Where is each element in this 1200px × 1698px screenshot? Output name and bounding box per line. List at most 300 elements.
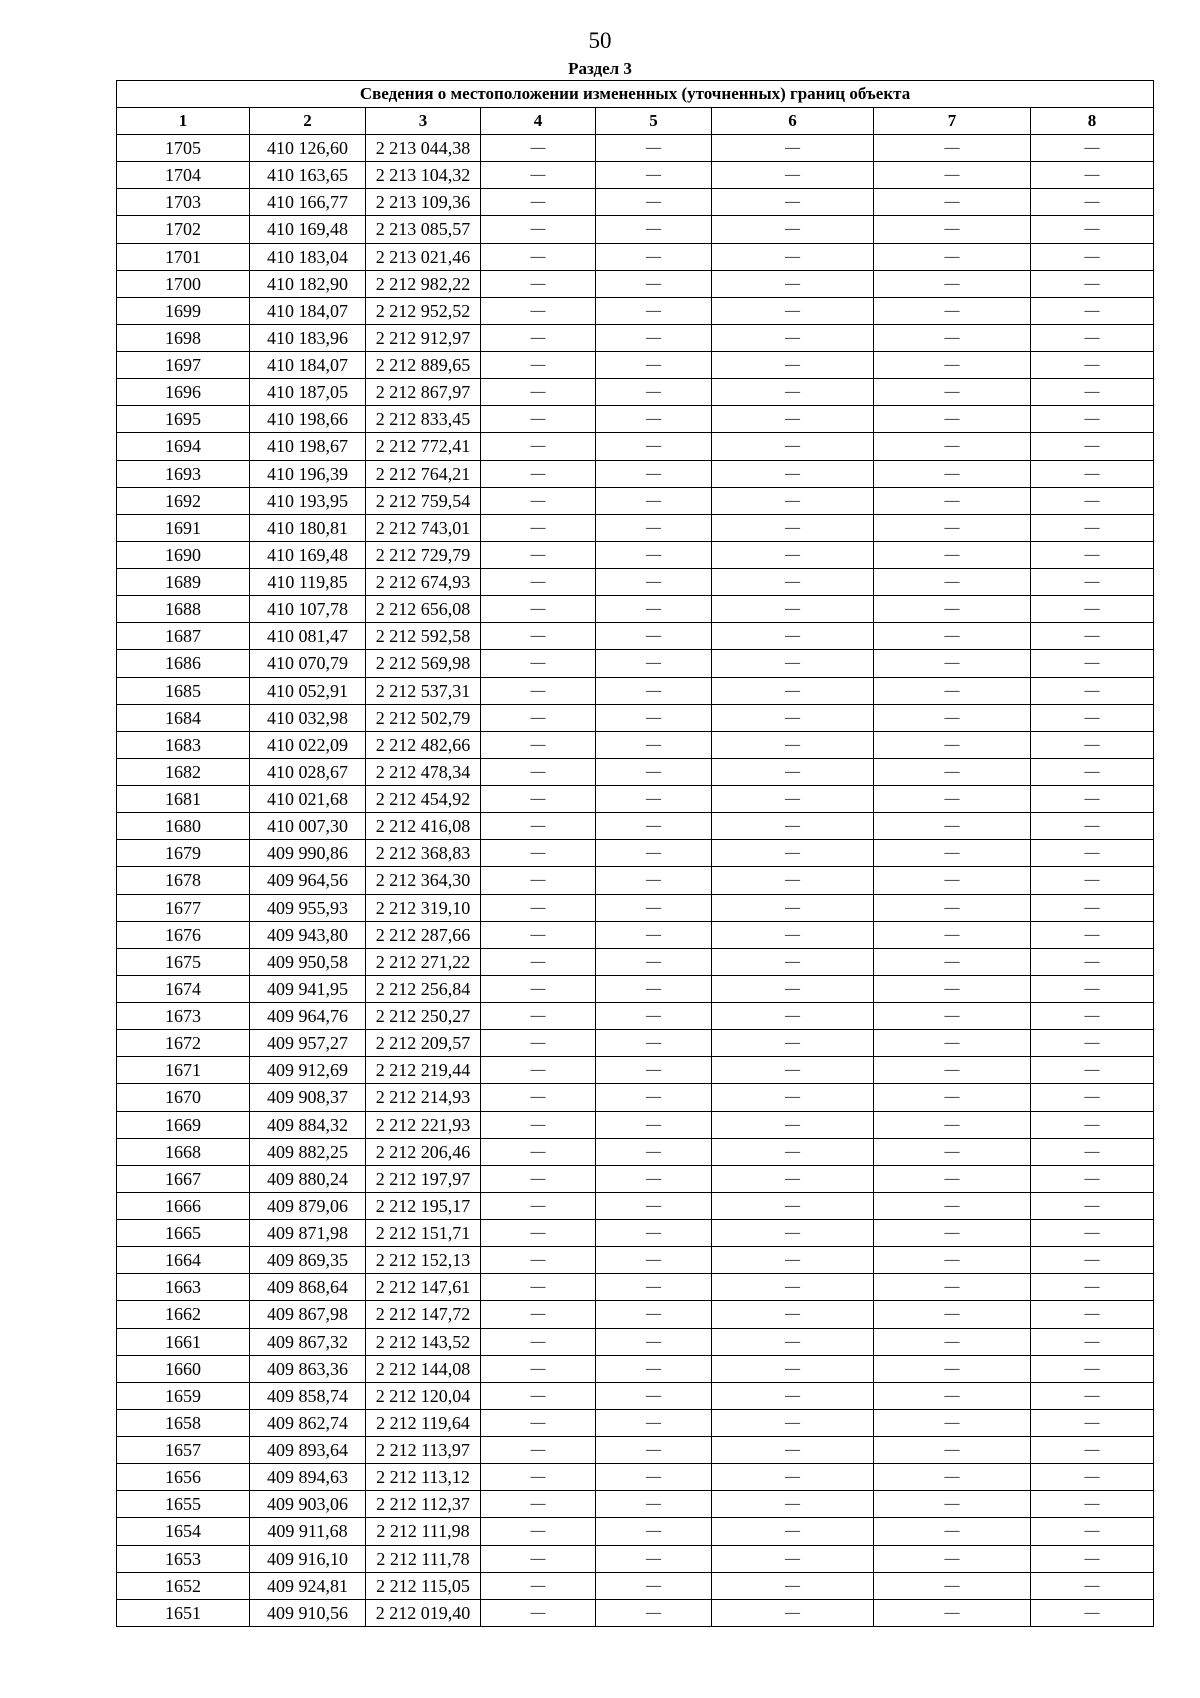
- empty-cell: —: [712, 1138, 874, 1165]
- table-row: [117, 487, 1154, 514]
- y-coordinate-cell: 2 212 416,08: [366, 813, 481, 840]
- empty-cell: —: [481, 1382, 596, 1409]
- x-coordinate-cell: 409 869,35: [250, 1247, 366, 1274]
- page-number: 50: [588, 28, 612, 53]
- empty-cell: —: [596, 921, 712, 948]
- table-row: [117, 1274, 1154, 1301]
- empty-cell: —: [596, 677, 712, 704]
- empty-cell: —: [596, 948, 712, 975]
- y-coordinate-cell: 2 212 143,52: [366, 1328, 481, 1355]
- empty-cell: —: [874, 406, 1031, 433]
- empty-cell: —: [1031, 1464, 1154, 1491]
- empty-cell: —: [1031, 135, 1154, 162]
- empty-cell: —: [481, 786, 596, 813]
- column-header-4: 4: [481, 108, 596, 135]
- empty-cell: —: [596, 1138, 712, 1165]
- table-row: [117, 379, 1154, 406]
- empty-cell: —: [481, 623, 596, 650]
- x-coordinate-cell: 409 894,63: [250, 1464, 366, 1491]
- y-coordinate-cell: 2 212 889,65: [366, 352, 481, 379]
- empty-cell: —: [596, 352, 712, 379]
- empty-cell: —: [481, 460, 596, 487]
- empty-cell: —: [712, 1491, 874, 1518]
- point-number-cell: 1688: [117, 596, 250, 623]
- table-row: [117, 433, 1154, 460]
- table-row: [117, 135, 1154, 162]
- table-row: [117, 270, 1154, 297]
- empty-cell: —: [874, 840, 1031, 867]
- empty-cell: —: [712, 623, 874, 650]
- table-row: [117, 243, 1154, 270]
- y-coordinate-cell: 2 212 147,72: [366, 1301, 481, 1328]
- empty-cell: —: [596, 216, 712, 243]
- empty-cell: —: [596, 813, 712, 840]
- empty-cell: —: [481, 921, 596, 948]
- empty-cell: —: [874, 1165, 1031, 1192]
- empty-cell: —: [712, 867, 874, 894]
- empty-cell: —: [481, 731, 596, 758]
- y-coordinate-cell: 2 212 206,46: [366, 1138, 481, 1165]
- empty-cell: —: [874, 1138, 1031, 1165]
- table-row: [117, 1382, 1154, 1409]
- empty-cell: —: [874, 1328, 1031, 1355]
- empty-cell: —: [481, 704, 596, 731]
- table-row: [117, 786, 1154, 813]
- empty-cell: —: [712, 1464, 874, 1491]
- y-coordinate-cell: 2 212 743,01: [366, 514, 481, 541]
- table-row: [117, 189, 1154, 216]
- empty-cell: —: [481, 487, 596, 514]
- x-coordinate-cell: 409 910,56: [250, 1599, 366, 1626]
- point-number-cell: 1651: [117, 1599, 250, 1626]
- empty-cell: —: [874, 650, 1031, 677]
- point-number-cell: 1686: [117, 650, 250, 677]
- table-head: [117, 81, 1154, 135]
- point-number-cell: 1666: [117, 1192, 250, 1219]
- table-row: [117, 1165, 1154, 1192]
- y-coordinate-cell: 2 212 454,92: [366, 786, 481, 813]
- empty-cell: —: [712, 569, 874, 596]
- empty-cell: —: [1031, 514, 1154, 541]
- point-number-cell: 1655: [117, 1491, 250, 1518]
- y-coordinate-cell: 2 212 256,84: [366, 975, 481, 1002]
- empty-cell: —: [1031, 216, 1154, 243]
- empty-cell: —: [874, 1084, 1031, 1111]
- empty-cell: —: [1031, 1057, 1154, 1084]
- empty-cell: —: [874, 352, 1031, 379]
- x-coordinate-cell: 409 955,93: [250, 894, 366, 921]
- empty-cell: —: [596, 1437, 712, 1464]
- empty-cell: —: [1031, 1192, 1154, 1219]
- point-number-cell: 1705: [117, 135, 250, 162]
- empty-cell: —: [712, 1003, 874, 1030]
- empty-cell: —: [596, 1355, 712, 1382]
- x-coordinate-cell: 409 862,74: [250, 1409, 366, 1436]
- empty-cell: —: [596, 270, 712, 297]
- empty-cell: —: [712, 1301, 874, 1328]
- x-coordinate-cell: 409 867,98: [250, 1301, 366, 1328]
- empty-cell: —: [481, 975, 596, 1002]
- empty-cell: —: [481, 677, 596, 704]
- empty-cell: —: [712, 1030, 874, 1057]
- x-coordinate-cell: 410 081,47: [250, 623, 366, 650]
- empty-cell: —: [596, 1328, 712, 1355]
- empty-cell: —: [874, 135, 1031, 162]
- empty-cell: —: [874, 1111, 1031, 1138]
- table-row: [117, 1328, 1154, 1355]
- y-coordinate-cell: 2 212 209,57: [366, 1030, 481, 1057]
- x-coordinate-cell: 410 183,04: [250, 243, 366, 270]
- empty-cell: —: [1031, 433, 1154, 460]
- table-row: [117, 813, 1154, 840]
- table-row: [117, 297, 1154, 324]
- empty-cell: —: [481, 1111, 596, 1138]
- x-coordinate-cell: 410 028,67: [250, 758, 366, 785]
- x-coordinate-cell: 409 858,74: [250, 1382, 366, 1409]
- table-row: [117, 1030, 1154, 1057]
- y-coordinate-cell: 2 212 111,98: [366, 1518, 481, 1545]
- empty-cell: —: [596, 189, 712, 216]
- point-number-cell: 1660: [117, 1355, 250, 1382]
- empty-cell: —: [596, 1192, 712, 1219]
- empty-cell: —: [1031, 297, 1154, 324]
- empty-cell: —: [712, 894, 874, 921]
- empty-cell: —: [481, 352, 596, 379]
- point-number-cell: 1664: [117, 1247, 250, 1274]
- empty-cell: —: [874, 243, 1031, 270]
- table-row: [117, 840, 1154, 867]
- empty-cell: —: [596, 650, 712, 677]
- y-coordinate-cell: 2 212 120,04: [366, 1382, 481, 1409]
- empty-cell: —: [596, 1220, 712, 1247]
- empty-cell: —: [481, 1165, 596, 1192]
- empty-cell: —: [481, 1220, 596, 1247]
- y-coordinate-cell: 2 212 674,93: [366, 569, 481, 596]
- empty-cell: —: [874, 948, 1031, 975]
- table-row: [117, 623, 1154, 650]
- empty-cell: —: [874, 677, 1031, 704]
- y-coordinate-cell: 2 212 111,78: [366, 1545, 481, 1572]
- y-coordinate-cell: 2 212 221,93: [366, 1111, 481, 1138]
- empty-cell: —: [481, 189, 596, 216]
- empty-cell: —: [874, 1382, 1031, 1409]
- empty-cell: —: [481, 1247, 596, 1274]
- empty-cell: —: [481, 1328, 596, 1355]
- empty-cell: —: [712, 1165, 874, 1192]
- empty-cell: —: [481, 1138, 596, 1165]
- point-number-cell: 1704: [117, 162, 250, 189]
- y-coordinate-cell: 2 212 982,22: [366, 270, 481, 297]
- empty-cell: —: [596, 243, 712, 270]
- point-number-cell: 1697: [117, 352, 250, 379]
- y-coordinate-cell: 2 212 569,98: [366, 650, 481, 677]
- empty-cell: —: [596, 1491, 712, 1518]
- y-coordinate-cell: 2 212 656,08: [366, 596, 481, 623]
- point-number-cell: 1652: [117, 1572, 250, 1599]
- empty-cell: —: [481, 596, 596, 623]
- empty-cell: —: [874, 1518, 1031, 1545]
- empty-cell: —: [712, 677, 874, 704]
- y-coordinate-cell: 2 212 113,12: [366, 1464, 481, 1491]
- empty-cell: —: [1031, 677, 1154, 704]
- y-coordinate-cell: 2 212 152,13: [366, 1247, 481, 1274]
- y-coordinate-cell: 2 212 147,61: [366, 1274, 481, 1301]
- column-header-8: 8: [1031, 108, 1154, 135]
- table-row: [117, 650, 1154, 677]
- empty-cell: —: [712, 1572, 874, 1599]
- empty-cell: —: [481, 433, 596, 460]
- empty-cell: —: [481, 1409, 596, 1436]
- point-number-cell: 1668: [117, 1138, 250, 1165]
- point-number-cell: 1665: [117, 1220, 250, 1247]
- x-coordinate-cell: 410 126,60: [250, 135, 366, 162]
- y-coordinate-cell: 2 212 197,97: [366, 1165, 481, 1192]
- empty-cell: —: [596, 1247, 712, 1274]
- y-coordinate-cell: 2 212 113,97: [366, 1437, 481, 1464]
- empty-cell: —: [874, 1355, 1031, 1382]
- empty-cell: —: [596, 569, 712, 596]
- empty-cell: —: [874, 1599, 1031, 1626]
- empty-cell: —: [481, 1301, 596, 1328]
- empty-cell: —: [712, 1518, 874, 1545]
- empty-cell: —: [712, 1382, 874, 1409]
- x-coordinate-cell: 409 863,36: [250, 1355, 366, 1382]
- y-coordinate-cell: 2 212 952,52: [366, 297, 481, 324]
- x-coordinate-cell: 410 166,77: [250, 189, 366, 216]
- x-coordinate-cell: 410 184,07: [250, 352, 366, 379]
- empty-cell: —: [1031, 460, 1154, 487]
- x-coordinate-cell: 410 180,81: [250, 514, 366, 541]
- empty-cell: —: [596, 297, 712, 324]
- x-coordinate-cell: 409 867,32: [250, 1328, 366, 1355]
- empty-cell: —: [596, 1084, 712, 1111]
- empty-cell: —: [874, 1545, 1031, 1572]
- empty-cell: —: [481, 406, 596, 433]
- x-coordinate-cell: 409 893,64: [250, 1437, 366, 1464]
- empty-cell: —: [712, 243, 874, 270]
- empty-cell: —: [481, 514, 596, 541]
- empty-cell: —: [481, 813, 596, 840]
- point-number-cell: 1669: [117, 1111, 250, 1138]
- y-coordinate-cell: 2 212 287,66: [366, 921, 481, 948]
- empty-cell: —: [1031, 975, 1154, 1002]
- empty-cell: —: [874, 1057, 1031, 1084]
- x-coordinate-cell: 409 871,98: [250, 1220, 366, 1247]
- empty-cell: —: [481, 1491, 596, 1518]
- x-coordinate-cell: 409 903,06: [250, 1491, 366, 1518]
- x-coordinate-cell: 410 183,96: [250, 324, 366, 351]
- table-row: [117, 1003, 1154, 1030]
- point-number-cell: 1700: [117, 270, 250, 297]
- point-number-cell: 1677: [117, 894, 250, 921]
- empty-cell: —: [481, 1274, 596, 1301]
- y-coordinate-cell: 2 212 764,21: [366, 460, 481, 487]
- empty-cell: —: [712, 1220, 874, 1247]
- empty-cell: —: [1031, 731, 1154, 758]
- table-row: [117, 541, 1154, 568]
- table-row: [117, 1409, 1154, 1436]
- empty-cell: —: [1031, 1084, 1154, 1111]
- y-coordinate-cell: 2 212 115,05: [366, 1572, 481, 1599]
- point-number-cell: 1695: [117, 406, 250, 433]
- y-coordinate-cell: 2 213 044,38: [366, 135, 481, 162]
- empty-cell: —: [481, 569, 596, 596]
- column-header-3: 3: [366, 108, 481, 135]
- x-coordinate-cell: 410 119,85: [250, 569, 366, 596]
- empty-cell: —: [874, 1572, 1031, 1599]
- empty-cell: —: [874, 270, 1031, 297]
- y-coordinate-cell: 2 212 912,97: [366, 324, 481, 351]
- point-number-cell: 1673: [117, 1003, 250, 1030]
- x-coordinate-cell: 410 052,91: [250, 677, 366, 704]
- x-coordinate-cell: 410 107,78: [250, 596, 366, 623]
- x-coordinate-cell: 410 021,68: [250, 786, 366, 813]
- point-number-cell: 1654: [117, 1518, 250, 1545]
- table-row: [117, 1464, 1154, 1491]
- x-coordinate-cell: 410 182,90: [250, 270, 366, 297]
- empty-cell: —: [481, 1599, 596, 1626]
- empty-cell: —: [712, 921, 874, 948]
- empty-cell: —: [481, 1057, 596, 1084]
- empty-cell: —: [712, 324, 874, 351]
- empty-cell: —: [874, 623, 1031, 650]
- empty-cell: —: [481, 541, 596, 568]
- y-coordinate-cell: 2 212 250,27: [366, 1003, 481, 1030]
- empty-cell: —: [712, 189, 874, 216]
- empty-cell: —: [596, 541, 712, 568]
- y-coordinate-cell: 2 212 364,30: [366, 867, 481, 894]
- empty-cell: —: [712, 975, 874, 1002]
- empty-cell: —: [596, 731, 712, 758]
- empty-cell: —: [1031, 867, 1154, 894]
- empty-cell: —: [596, 433, 712, 460]
- empty-cell: —: [712, 1057, 874, 1084]
- empty-cell: —: [712, 1599, 874, 1626]
- empty-cell: —: [481, 1030, 596, 1057]
- point-number-cell: 1657: [117, 1437, 250, 1464]
- empty-cell: —: [712, 704, 874, 731]
- x-coordinate-cell: 410 032,98: [250, 704, 366, 731]
- empty-cell: —: [874, 1437, 1031, 1464]
- point-number-cell: 1687: [117, 623, 250, 650]
- empty-cell: —: [481, 216, 596, 243]
- y-coordinate-cell: 2 212 195,17: [366, 1192, 481, 1219]
- point-number-cell: 1692: [117, 487, 250, 514]
- column-header-2: 2: [250, 108, 366, 135]
- x-coordinate-cell: 410 022,09: [250, 731, 366, 758]
- y-coordinate-cell: 2 212 772,41: [366, 433, 481, 460]
- empty-cell: —: [481, 1084, 596, 1111]
- y-coordinate-cell: 2 212 319,10: [366, 894, 481, 921]
- table-row: [117, 514, 1154, 541]
- empty-cell: —: [481, 297, 596, 324]
- point-number-cell: 1690: [117, 541, 250, 568]
- empty-cell: —: [712, 270, 874, 297]
- empty-cell: —: [874, 514, 1031, 541]
- empty-cell: —: [1031, 1491, 1154, 1518]
- table-row: [117, 1572, 1154, 1599]
- x-coordinate-cell: 409 911,68: [250, 1518, 366, 1545]
- empty-cell: —: [1031, 1545, 1154, 1572]
- empty-cell: —: [1031, 704, 1154, 731]
- x-coordinate-cell: 410 196,39: [250, 460, 366, 487]
- table-row: [117, 406, 1154, 433]
- empty-cell: —: [481, 1464, 596, 1491]
- empty-cell: —: [596, 1301, 712, 1328]
- table-row: [117, 1437, 1154, 1464]
- table-caption: Сведения о местоположении измененных (уточненных) границ объекта: [117, 81, 1154, 108]
- empty-cell: —: [596, 1518, 712, 1545]
- empty-cell: —: [1031, 894, 1154, 921]
- empty-cell: —: [596, 487, 712, 514]
- empty-cell: —: [1031, 650, 1154, 677]
- empty-cell: —: [481, 324, 596, 351]
- empty-cell: —: [1031, 1328, 1154, 1355]
- table-body: [117, 135, 1154, 1627]
- table-row: [117, 460, 1154, 487]
- point-number-cell: 1682: [117, 758, 250, 785]
- table-row: [117, 921, 1154, 948]
- empty-cell: —: [1031, 1274, 1154, 1301]
- table-row: [117, 1301, 1154, 1328]
- empty-cell: —: [874, 1491, 1031, 1518]
- empty-cell: —: [874, 487, 1031, 514]
- section-title: Раздел 3: [568, 59, 632, 78]
- empty-cell: —: [596, 1409, 712, 1436]
- empty-cell: —: [712, 379, 874, 406]
- y-coordinate-cell: 2 212 151,71: [366, 1220, 481, 1247]
- column-header-7: 7: [874, 108, 1031, 135]
- point-number-cell: 1674: [117, 975, 250, 1002]
- empty-cell: —: [1031, 541, 1154, 568]
- x-coordinate-cell: 409 882,25: [250, 1138, 366, 1165]
- empty-cell: —: [1031, 1572, 1154, 1599]
- column-header-5: 5: [596, 108, 712, 135]
- empty-cell: —: [874, 433, 1031, 460]
- point-number-cell: 1678: [117, 867, 250, 894]
- empty-cell: —: [1031, 162, 1154, 189]
- table-row: [117, 1192, 1154, 1219]
- empty-cell: —: [596, 1464, 712, 1491]
- empty-cell: —: [1031, 569, 1154, 596]
- column-header-row: [117, 108, 1154, 135]
- empty-cell: —: [481, 1192, 596, 1219]
- empty-cell: —: [712, 1192, 874, 1219]
- empty-cell: —: [1031, 948, 1154, 975]
- point-number-cell: 1696: [117, 379, 250, 406]
- y-coordinate-cell: 2 212 759,54: [366, 487, 481, 514]
- empty-cell: —: [596, 894, 712, 921]
- empty-cell: —: [712, 1355, 874, 1382]
- point-number-cell: 1661: [117, 1328, 250, 1355]
- x-coordinate-cell: 409 957,27: [250, 1030, 366, 1057]
- point-number-cell: 1693: [117, 460, 250, 487]
- empty-cell: —: [712, 216, 874, 243]
- empty-cell: —: [1031, 243, 1154, 270]
- empty-cell: —: [712, 1111, 874, 1138]
- empty-cell: —: [874, 1003, 1031, 1030]
- point-number-cell: 1667: [117, 1165, 250, 1192]
- empty-cell: —: [712, 650, 874, 677]
- y-coordinate-cell: 2 212 537,31: [366, 677, 481, 704]
- table-row: [117, 1220, 1154, 1247]
- empty-cell: —: [596, 704, 712, 731]
- empty-cell: —: [1031, 786, 1154, 813]
- empty-cell: —: [874, 813, 1031, 840]
- empty-cell: —: [1031, 487, 1154, 514]
- table-row: [117, 1138, 1154, 1165]
- empty-cell: —: [874, 1409, 1031, 1436]
